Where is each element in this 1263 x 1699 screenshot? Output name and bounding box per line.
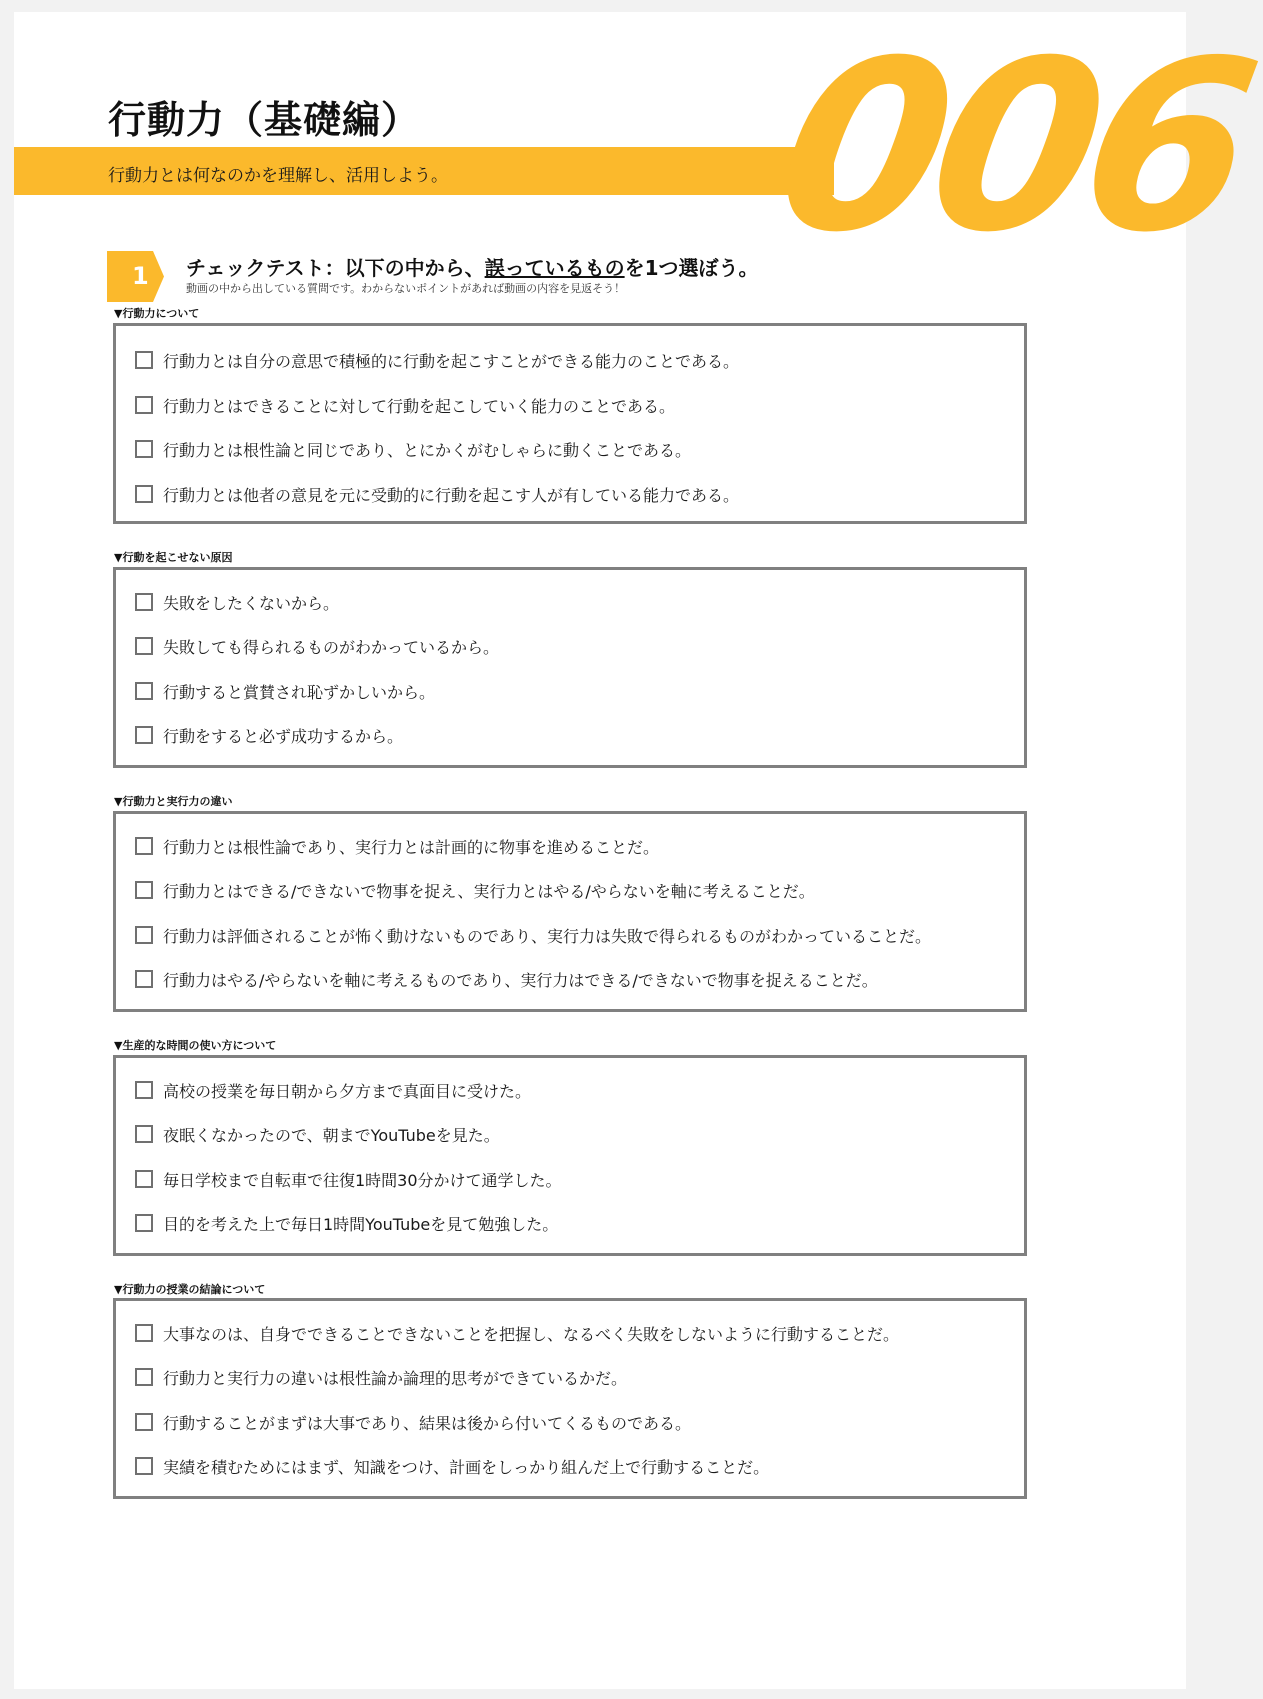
option-item[interactable] xyxy=(135,634,499,658)
option-text: 失敗をしたくないから。 xyxy=(163,593,340,613)
option-text: 行動力とはできる/できないで物事を捉え、実行力とはやる/やらないを軸に考えることだ。 xyxy=(163,881,815,901)
option-checkbox[interactable] xyxy=(135,593,153,611)
option-text: 毎日学校まで自転車で往復1時間30分かけて通学した。 xyxy=(163,1170,562,1190)
option-item[interactable] xyxy=(135,1454,769,1478)
option-item[interactable] xyxy=(135,393,675,417)
option-checkbox[interactable] xyxy=(135,351,153,369)
page-subtitle: 行動力とは何なのかを理解し、活用しよう。 xyxy=(108,166,448,186)
option-item[interactable] xyxy=(135,1122,500,1146)
worksheet-page xyxy=(14,11,1263,1689)
question-title xyxy=(186,252,759,281)
option-item[interactable] xyxy=(135,967,878,991)
option-text: 行動力と実行力の違いは根性論か論理的思考ができているかだ。 xyxy=(163,1368,628,1388)
option-checkbox[interactable] xyxy=(135,926,153,944)
question-title-post: を1つ選ぼう。 xyxy=(624,256,759,280)
section-box xyxy=(113,811,1027,1012)
option-item[interactable] xyxy=(135,1365,627,1389)
option-item[interactable] xyxy=(135,723,403,747)
section-box xyxy=(113,323,1027,524)
question-number: 1 xyxy=(132,262,149,290)
option-text: 行動すると賞賛され恥ずかしいから。 xyxy=(163,682,436,702)
option-checkbox[interactable] xyxy=(135,440,153,458)
option-checkbox[interactable] xyxy=(135,1125,153,1143)
option-checkbox[interactable] xyxy=(135,881,153,899)
option-text: 夜眠くなかったので、朝までYouTubeを見た。 xyxy=(163,1125,500,1145)
section-box xyxy=(113,1055,1027,1256)
option-text: 行動力とは他者の意見を元に受動的に行動を起こす人が有している能力である。 xyxy=(163,485,740,505)
section-box xyxy=(113,1298,1027,1499)
section-label: ▼生産的な時間の使い方について xyxy=(114,1039,277,1052)
option-item[interactable] xyxy=(135,1211,558,1235)
option-checkbox[interactable] xyxy=(135,1324,153,1342)
option-item[interactable] xyxy=(135,1410,691,1434)
option-checkbox[interactable] xyxy=(135,726,153,744)
option-item[interactable] xyxy=(135,679,435,703)
question-title-emphasis: 誤っているもの xyxy=(484,256,625,280)
option-text: 行動力は評価されることが怖く動けないものであり、実行力は失敗で得られるものがわかっていることだ。 xyxy=(163,926,932,946)
option-text: 大事なのは、自身でできることできないことを把握し、なるべく失敗をしないように行動することだ。 xyxy=(163,1324,900,1344)
option-text: 行動力はやる/やらないを軸に考えるものであり、実行力はできる/できないで物事を捉えることだ。 xyxy=(163,970,878,990)
option-checkbox[interactable] xyxy=(135,1457,153,1475)
option-text: 行動力とは根性論であり、実行力とは計画的に物事を進めることだ。 xyxy=(163,837,660,857)
option-text: 失敗しても得られるものがわかっているから。 xyxy=(163,637,500,657)
option-checkbox[interactable] xyxy=(135,1413,153,1431)
question-note: 動画の中から出している質問です。わからないポイントがあれば動画の内容を見返そう！ xyxy=(186,282,626,295)
option-text: 行動をすると必ず成功するから。 xyxy=(163,726,404,746)
option-item[interactable] xyxy=(135,878,815,902)
option-checkbox[interactable] xyxy=(135,1214,153,1232)
option-text: 高校の授業を毎日朝から夕方まで真面目に受けた。 xyxy=(163,1081,532,1101)
option-item[interactable] xyxy=(135,1167,562,1191)
option-item[interactable] xyxy=(135,482,739,506)
option-checkbox[interactable] xyxy=(135,1170,153,1188)
option-checkbox[interactable] xyxy=(135,1368,153,1386)
option-item[interactable] xyxy=(135,1321,899,1345)
section-label: ▼行動力と実行力の違い xyxy=(114,795,233,808)
lesson-number: 006 xyxy=(760,11,1263,284)
option-item[interactable] xyxy=(135,437,691,461)
option-text: 実績を積むためにはまず、知識をつけ、計画をしっかり組んだ上で行動することだ。 xyxy=(163,1457,770,1477)
option-item[interactable] xyxy=(135,348,739,372)
option-checkbox[interactable] xyxy=(135,682,153,700)
option-item[interactable] xyxy=(135,1078,531,1102)
section-label: ▼行動を起こせない原因 xyxy=(114,551,233,564)
option-checkbox[interactable] xyxy=(135,485,153,503)
option-item[interactable] xyxy=(135,834,659,858)
option-text: 行動力とは根性論と同じであり、とにかくがむしゃらに動くことである。 xyxy=(163,440,692,460)
option-text: 行動力とはできることに対して行動を起こしていく能力のことである。 xyxy=(163,396,676,416)
option-checkbox[interactable] xyxy=(135,396,153,414)
question-title-pre: チェックテスト：以下の中から、 xyxy=(186,256,485,280)
section-label: ▼行動力の授業の結論について xyxy=(114,1283,266,1296)
option-checkbox[interactable] xyxy=(135,970,153,988)
page-title: 行動力（基礎編） xyxy=(108,98,421,142)
option-checkbox[interactable] xyxy=(135,637,153,655)
option-item[interactable] xyxy=(135,590,339,614)
section-box xyxy=(113,567,1027,768)
option-checkbox[interactable] xyxy=(135,837,153,855)
option-item[interactable] xyxy=(135,923,931,947)
option-text: 行動することがまずは大事であり、結果は後から付いてくるものである。 xyxy=(163,1413,692,1433)
option-checkbox[interactable] xyxy=(135,1081,153,1099)
option-text: 目的を考えた上で毎日1時間YouTubeを見て勉強した。 xyxy=(163,1214,559,1234)
option-text: 行動力とは自分の意思で積極的に行動を起こすことができる能力のことである。 xyxy=(163,351,740,371)
section-label: ▼行動力について xyxy=(114,307,200,320)
